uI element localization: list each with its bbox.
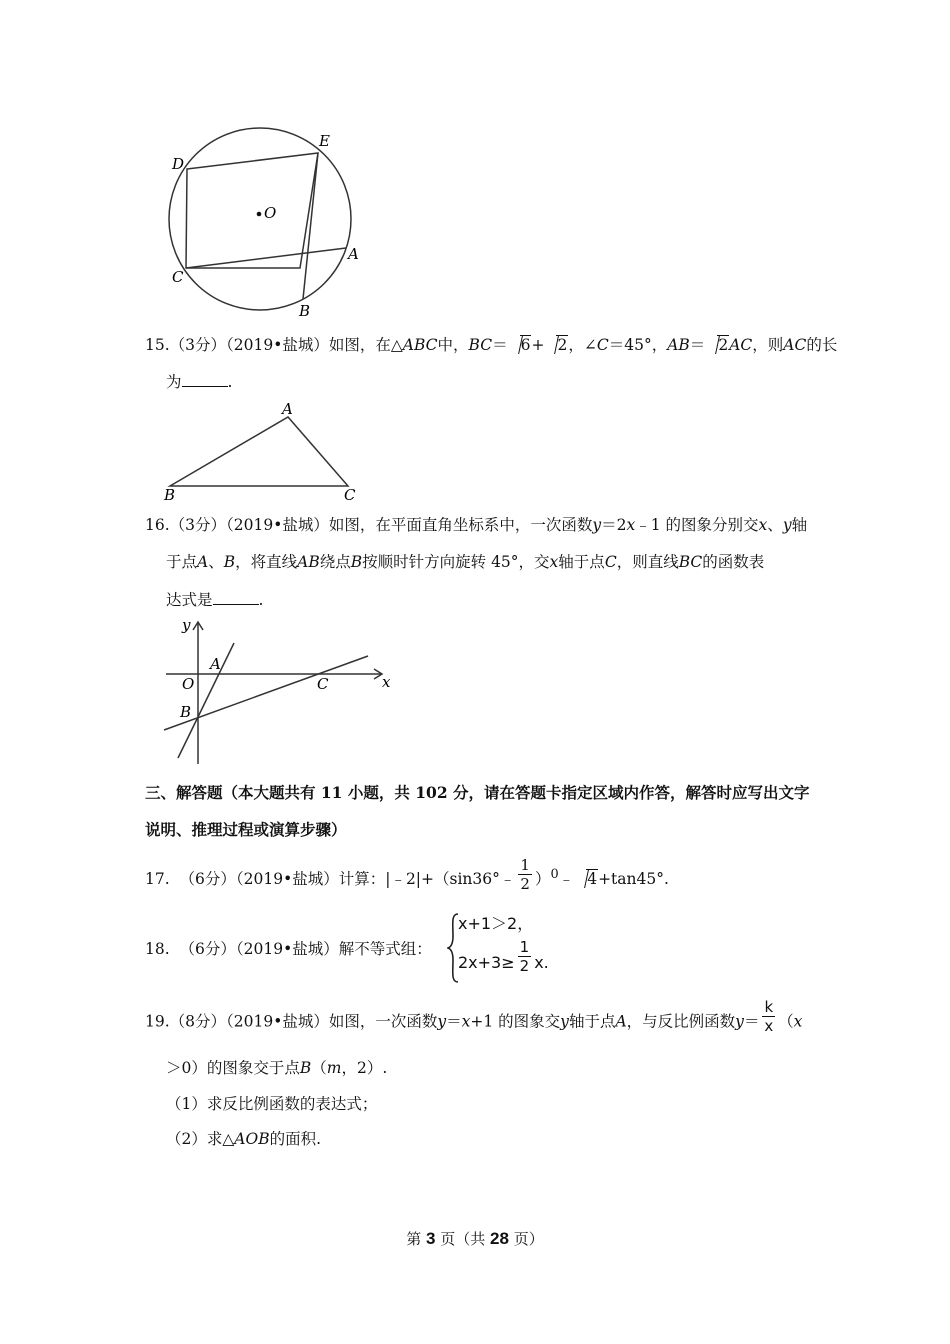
frac-den-2: 2	[519, 957, 530, 975]
frac-num: 1	[520, 855, 530, 874]
label-y: y	[182, 616, 191, 634]
q16-x2: x	[758, 516, 768, 534]
q18-text: （6分）（2019•盐城）解不等式组：	[179, 940, 432, 958]
line-ab	[178, 643, 234, 758]
q16-number: 16.	[145, 516, 170, 534]
q17-exponent: 0	[550, 867, 559, 882]
q16-line1	[145, 514, 807, 536]
q15-ac: AC	[729, 336, 753, 354]
inequality-2-a: 2x+3≥	[458, 953, 515, 972]
q19-x: x	[461, 1012, 471, 1031]
q15-angle: ，∠	[568, 336, 597, 354]
q19-text: （8分）（2019•盐城）如图，一次函数	[169, 1012, 438, 1031]
fraction-half	[518, 856, 532, 893]
q19-a: A	[615, 1012, 627, 1031]
sqrt-4-value: 4	[587, 870, 598, 889]
sqrt-2	[546, 334, 568, 356]
label-b: B	[164, 486, 176, 504]
q15-number: 15.	[145, 336, 170, 354]
triangle-abc	[170, 417, 348, 486]
label-b: B	[180, 703, 192, 721]
inequality-2	[458, 938, 549, 975]
sqrt-6-value: 6	[520, 336, 531, 354]
q16-dot: .	[258, 591, 264, 609]
sqrt-4	[576, 868, 598, 890]
q19-part1	[166, 1093, 377, 1115]
footer-c: 页）	[508, 1230, 544, 1248]
q19-x2: x	[793, 1012, 803, 1031]
sqrt-2b	[707, 334, 729, 356]
q19-line1	[145, 998, 803, 1035]
q16-line3	[166, 589, 263, 611]
q19-eq: ＝	[446, 1012, 462, 1031]
q16-l2g: ，则直线	[616, 553, 679, 571]
q16-text-2: ﹣1 的图象分别交	[635, 516, 759, 534]
sqrt-2-value: 2	[557, 336, 568, 354]
q19-y: y	[437, 1012, 447, 1031]
q17-line	[145, 855, 669, 893]
section-3-heading-2	[145, 819, 347, 841]
q19-y2: y	[560, 1012, 569, 1031]
label-d: D	[172, 155, 185, 173]
q15-tail: ，则	[752, 336, 784, 354]
q16-sep: 、	[767, 516, 783, 534]
figure-coordinate-lines	[160, 614, 400, 769]
frac-k: k	[764, 998, 774, 1016]
total-pages: 28	[490, 1229, 509, 1248]
label-o: O	[182, 675, 195, 693]
label-e: E	[319, 132, 330, 150]
segment-ca	[186, 248, 346, 268]
label-c: C	[344, 486, 356, 504]
q15-line2-text: 为	[166, 373, 182, 391]
q16-l2e: 按顺时针方向旋转 45°，交	[362, 553, 550, 571]
frac-x: x	[764, 1017, 774, 1035]
q15-text: （3分）（2019•盐城）如图，在△	[169, 336, 403, 354]
label-c: C	[172, 268, 184, 286]
q16-axis: 轴	[791, 516, 808, 534]
center-point	[257, 212, 262, 217]
q16-l2c: ，将直线	[235, 553, 298, 571]
label-b: B	[299, 302, 311, 320]
q19-paren: （	[778, 1012, 794, 1031]
q19-number: 19.	[145, 1012, 170, 1031]
section-3-line2: 说明、推理过程或演算步骤）	[145, 820, 347, 839]
q16-y: y	[592, 516, 602, 534]
q16-text: （3分）（2019•盐城）如图，在平面直角坐标系中，一次函数	[169, 516, 593, 534]
fraction-half-2	[518, 938, 532, 975]
answer-blank-15[interactable]	[182, 371, 228, 387]
q19-y3: y	[735, 1012, 744, 1031]
q16-l2b: 、	[208, 553, 224, 571]
q19-m: m	[326, 1059, 342, 1077]
q16-l2d: 绕点	[319, 553, 351, 571]
q16-y2: y	[782, 516, 792, 534]
q19-l2b: （	[311, 1059, 327, 1077]
label-x: x	[382, 673, 391, 691]
q16-x: x	[626, 516, 636, 534]
q16-bc: BC	[678, 553, 703, 571]
q16-c: C	[604, 553, 617, 571]
footer-b: 页（共	[435, 1230, 491, 1248]
label-a: A	[282, 400, 293, 418]
q15-tail2: 的长	[806, 336, 838, 354]
q19-p2a: （2）求△	[166, 1130, 235, 1148]
section-3-heading	[145, 782, 810, 804]
q16-b2: B	[350, 553, 363, 571]
brace-path	[448, 914, 458, 982]
q19-line2	[166, 1057, 387, 1079]
q15-eq2: ＝	[689, 336, 706, 354]
q15-line1	[145, 334, 837, 356]
q19-p2b: 的面积.	[269, 1130, 322, 1148]
q19-text-3: 轴于点	[568, 1012, 616, 1031]
sqrt-2b-value: 2	[718, 336, 729, 354]
q19-eq2: ＝	[743, 1012, 760, 1031]
circle-o	[169, 128, 351, 310]
page-footer	[0, 1228, 950, 1249]
q17-tail: +tan45°.	[598, 870, 669, 889]
q16-a: A	[197, 553, 209, 571]
q19-l2a: ＞0）的图象交于点	[166, 1059, 300, 1077]
q16-l2f: 轴于点	[558, 553, 605, 571]
q19-b: B	[299, 1059, 312, 1077]
q15-text-2: 中，	[437, 336, 469, 354]
answer-blank-16[interactable]	[213, 589, 259, 605]
fraction-k-over-x	[762, 998, 775, 1035]
label-o: O	[264, 204, 277, 222]
frac-num-2: 1	[519, 938, 530, 956]
q19-l2c: ，2）.	[341, 1059, 388, 1077]
q15-ab: AB	[667, 336, 690, 354]
frac-den: 2	[520, 874, 530, 893]
q15-dot: .	[227, 373, 233, 391]
inequality-1-text: x+1＞2，	[458, 914, 534, 933]
q16-l3: 达式是	[166, 591, 213, 609]
q15-bc: BC	[468, 336, 493, 354]
q16-ab: AB	[297, 553, 320, 571]
q19-text-4: ，与反比例函数	[626, 1012, 736, 1031]
q19-part1-text: （1）求反比例函数的表达式；	[166, 1095, 378, 1113]
q18-number: 18.	[145, 940, 170, 958]
section-3-line1: 三、解答题（本大题共有 11 小题，共 102 分，请在答题卡指定区域内作答，解答时应写出文字	[145, 783, 810, 802]
label-c: C	[317, 675, 329, 693]
label-a: A	[348, 245, 359, 263]
q17-close: ）	[534, 870, 551, 889]
q18-line	[145, 938, 432, 960]
q15-c: C	[596, 336, 609, 354]
q15-line2	[166, 371, 232, 393]
q17-minus: ﹣	[558, 870, 575, 889]
q15-ac2: AC	[783, 336, 807, 354]
inequality-2-b: x.	[534, 953, 549, 972]
inequality-1	[458, 911, 533, 934]
q16-b: B	[223, 553, 236, 571]
footer-a: 第	[406, 1230, 427, 1248]
sqrt-6	[510, 334, 532, 356]
q16-eq: ＝2	[601, 516, 627, 534]
segment-eb	[303, 153, 318, 299]
q19-part2	[166, 1128, 321, 1150]
q16-l2a: 于点	[166, 553, 198, 571]
q15-abc: ABC	[402, 336, 438, 354]
figure-triangle-abc	[160, 400, 370, 505]
q16-x3: x	[549, 553, 559, 571]
figure-circle-quadrilateral	[160, 122, 370, 322]
quadrilateral-decb	[186, 153, 318, 268]
q17-text: （6分）（2019•盐城）计算：|﹣2|+（sin36°﹣	[179, 870, 516, 889]
label-a: A	[210, 655, 221, 673]
q17-number: 17.	[145, 870, 170, 889]
q15-eq: ＝	[492, 336, 508, 354]
line-bc	[164, 656, 368, 730]
page-number: 3	[426, 1229, 436, 1248]
q19-aob: AOB	[234, 1130, 270, 1148]
q16-l2h: 的函数表	[702, 553, 765, 571]
q16-line2	[166, 551, 764, 573]
q15-eq45: ＝45°，	[608, 336, 668, 354]
q15-plus: +	[531, 336, 545, 354]
q19-text-2: +1 的图象交	[470, 1012, 561, 1031]
